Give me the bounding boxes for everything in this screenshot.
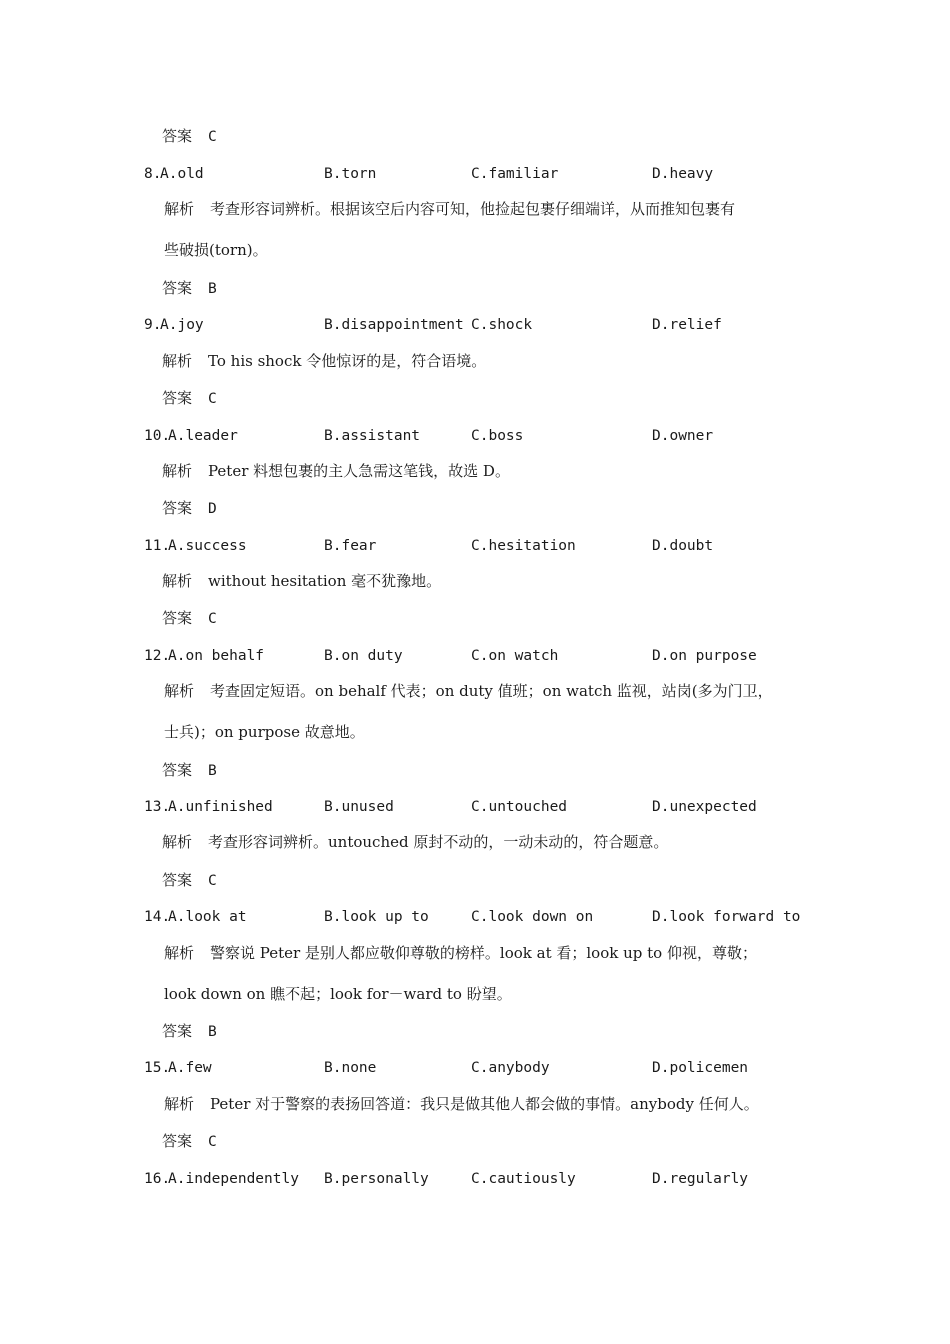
answer-label: 答案 (162, 279, 193, 297)
option-d: D.policemen (652, 1060, 749, 1076)
analysis-text: 考查形容词辨析。根据该空后内容可知，他捡起包裹仔细端详，从而推知包裹有 (210, 200, 736, 218)
answer-line (162, 126, 217, 147)
option-d: D.heavy (652, 166, 714, 182)
option-a: A.old (160, 166, 204, 182)
option-d: D.relief (652, 317, 722, 333)
option-b: B.on duty (324, 648, 403, 664)
option-c: C.untouched (471, 799, 568, 815)
answer-value: B (208, 281, 217, 297)
option-b: B.none (324, 1060, 377, 1076)
analysis-label: 解析 (162, 352, 193, 370)
option-c: C.familiar (471, 166, 559, 182)
question-number: 11. (144, 538, 171, 554)
option-c: C.on watch (471, 648, 559, 664)
option-a: A.success (168, 538, 247, 554)
option-d: D.doubt (652, 538, 714, 554)
question-number: 14. (144, 909, 171, 925)
option-a: A.look at (168, 909, 247, 925)
answer-value: C (208, 611, 217, 627)
answer-value: D (208, 501, 217, 517)
option-d: D.on purpose (652, 648, 757, 664)
analysis-label: 解析 (164, 200, 195, 218)
option-d: D.owner (652, 428, 714, 444)
analysis-line (164, 1094, 759, 1114)
question-number: 15. (144, 1060, 171, 1076)
option-a: A.joy (160, 317, 204, 333)
analysis-text: 考查形容词辨析。untouched 原封不动的，一动未动的，符合题意。 (208, 833, 669, 851)
answer-label: 答案 (162, 1132, 193, 1150)
option-b: B.assistant (324, 428, 421, 444)
option-b: B.fear (324, 538, 377, 554)
option-d: D.unexpected (652, 799, 757, 815)
question-number: 12. (144, 648, 171, 664)
option-b: B.disappointment (324, 317, 464, 333)
analysis-line (164, 943, 757, 963)
option-c: C.shock (471, 317, 533, 333)
analysis-line (162, 461, 510, 481)
analysis-line (164, 199, 735, 219)
answer-value: C (208, 1134, 217, 1150)
analysis-label: 解析 (162, 572, 193, 590)
analysis-label: 解析 (162, 462, 193, 480)
option-c: C.cautiously (471, 1171, 576, 1187)
answer-line (162, 760, 217, 781)
answer-line (162, 498, 217, 519)
answer-line (162, 278, 217, 299)
analysis-label: 解析 (164, 1095, 195, 1113)
option-b: B.look up to (324, 909, 429, 925)
analysis-text: Peter 对于警察的表扬回答道：我只是做其他人都会做的事情。anybody 任何人。 (210, 1095, 759, 1113)
option-b: B.torn (324, 166, 377, 182)
answer-value: B (208, 1024, 217, 1040)
question-number: 9. (144, 317, 162, 333)
option-a: A.independently (168, 1171, 299, 1187)
option-d: D.look forward to (652, 909, 801, 925)
answer-value: B (208, 763, 217, 779)
analysis-continuation: 些破损(torn)。 (164, 241, 268, 259)
analysis-line (164, 681, 773, 701)
answer-label: 答案 (162, 609, 193, 627)
analysis-text: To his shock 令他惊讶的是，符合语境。 (208, 352, 487, 370)
option-d: D.regularly (652, 1171, 749, 1187)
analysis-text: 警察说 Peter 是别人都应敬仰尊敬的榜样。look at 看；look up to 仰视，尊敬； (210, 944, 757, 962)
option-a: A.few (168, 1060, 212, 1076)
question-number: 10. (144, 428, 171, 444)
option-c: C.look down on (471, 909, 594, 925)
analysis-text: without hesitation 毫不犹豫地。 (208, 572, 442, 590)
answer-line (162, 1021, 217, 1042)
answer-line (162, 870, 217, 891)
analysis-text: 考查固定短语。on behalf 代表；on duty 值班；on watch 监视，站岗(多为门卫， (210, 682, 773, 700)
answer-label: 答案 (162, 389, 193, 407)
option-a: A.on behalf (168, 648, 265, 664)
analysis-line (162, 832, 668, 852)
analysis-label: 解析 (164, 682, 195, 700)
question-number: 16. (144, 1171, 171, 1187)
option-a: A.leader (168, 428, 238, 444)
analysis-label: 解析 (162, 833, 193, 851)
answer-line (162, 1131, 217, 1152)
answer-line (162, 388, 217, 409)
analysis-continuation: 士兵)；on purpose 故意地。 (164, 723, 365, 741)
option-c: C.boss (471, 428, 524, 444)
option-b: B.unused (324, 799, 394, 815)
analysis-line (162, 571, 441, 591)
answer-value: C (208, 129, 217, 145)
answer-label: 答案 (162, 499, 193, 517)
answer-value: C (208, 873, 217, 889)
option-a: A.unfinished (168, 799, 273, 815)
answer-value: C (208, 391, 217, 407)
option-c: C.anybody (471, 1060, 550, 1076)
analysis-text: Peter 料想包裹的主人急需这笔钱，故选 D。 (208, 462, 510, 480)
answer-label: 答案 (162, 761, 193, 779)
option-b: B.personally (324, 1171, 429, 1187)
answer-line (162, 608, 217, 629)
option-c: C.hesitation (471, 538, 576, 554)
answer-label: 答案 (162, 127, 193, 145)
answer-label: 答案 (162, 1022, 193, 1040)
question-number: 13. (144, 799, 171, 815)
question-number: 8. (144, 166, 162, 182)
analysis-continuation: look down on 瞧不起；look for－ward to 盼望。 (164, 985, 512, 1003)
answer-label: 答案 (162, 871, 193, 889)
analysis-line (162, 351, 486, 371)
analysis-label: 解析 (164, 944, 195, 962)
